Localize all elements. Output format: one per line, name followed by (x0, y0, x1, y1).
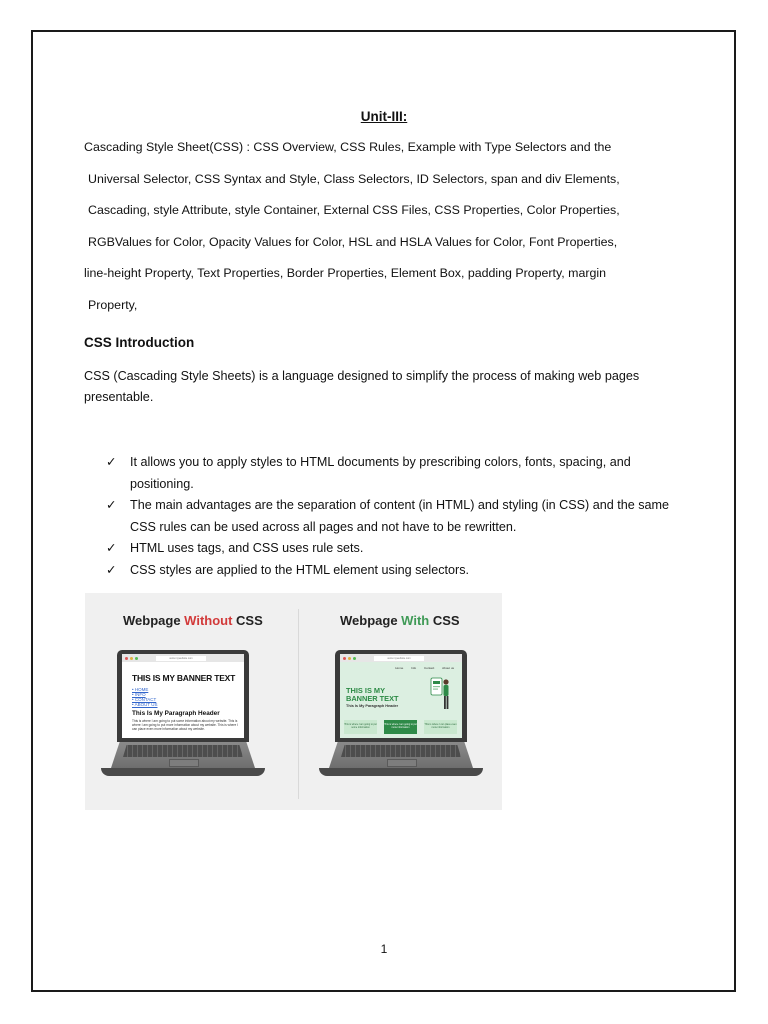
url-bar: www.mywebsite.com (374, 656, 424, 661)
plain-paragraph-text: This is where I am going to put some information about my website. This is where I am going to put more information about my website. This is where I can place even more information about my website. (132, 719, 239, 731)
styled-card: This is where I am going to put some information (344, 720, 377, 734)
bullet-text: The main advantages are the separation of content (in HTML) and styling (in CSS) and the same CSS rules can be used across all pages and not have to be rewritten. (130, 498, 670, 534)
bullet-text: CSS styles are applied to the HTML element using selectors. (130, 562, 470, 577)
plain-link: • ABOUT US (132, 702, 158, 707)
plain-link: • INFO (132, 692, 146, 697)
syllabus-line: Cascading, style Attribute, style Container, External CSS Files, CSS Properties, Color Properties, (88, 203, 620, 218)
list-item (106, 538, 686, 560)
syllabus-paragraph (84, 140, 684, 330)
laptop-with-css (317, 650, 485, 792)
bullet-text: HTML uses tags, and CSS uses rule sets. (130, 541, 364, 556)
url-bar: www.mywebsite.com (156, 656, 206, 661)
figure-divider (298, 609, 299, 799)
keyboard-icon (341, 745, 461, 757)
css-comparison-figure (85, 593, 502, 810)
plain-banner-text: THIS IS MY BANNER TEXT (132, 673, 236, 683)
syllabus-line: RGBValues for Color, Opacity Values for Color, HSL and HSLA Values for Color, Font Properties, (88, 234, 618, 249)
laptop-base (319, 742, 483, 782)
syllabus-line: line-height Property, Text Properties, Border Properties, Element Box, padding Property, margin (84, 266, 607, 281)
checkmark-icon: ✓ (106, 541, 117, 556)
styled-nav-item: Info (411, 666, 417, 670)
bullet-text: It allows you to apply styles to HTML documents by prescribing colors, fonts, spacing, and positioning. (130, 455, 631, 491)
laptop-base (101, 742, 265, 782)
laptop-screen-plain (122, 654, 244, 738)
intro-paragraph: CSS (Cascading Style Sheets) is a language designed to simplify the process of making web pages presentable. (84, 369, 640, 404)
styled-card: This is where I am going to put more information (384, 720, 417, 734)
plain-link: • CONTACT (132, 697, 157, 702)
browser-bar (122, 654, 244, 662)
figure-title-with-css: Webpage With CSS (340, 613, 460, 628)
bullet-list (106, 452, 686, 582)
page-number: 1 (380, 942, 388, 956)
list-item (106, 560, 686, 582)
checkmark-icon: ✓ (106, 498, 117, 513)
section-heading: CSS Introduction (84, 335, 195, 350)
syllabus-line: Universal Selector, CSS Syntax and Style, Class Selectors, ID Selectors, span and div Elements, (88, 171, 620, 186)
person-illustration-icon (430, 676, 452, 712)
styled-nav-item: Home (395, 666, 404, 670)
unit-title: Unit-III: (360, 109, 408, 124)
list-item (106, 452, 686, 495)
plain-paragraph-header: This Is My Paragraph Header (132, 710, 220, 717)
plain-link: • HOME (132, 687, 149, 692)
browser-bar (340, 654, 462, 662)
figure-title-without-css: Webpage Without CSS (123, 613, 263, 628)
checkmark-icon: ✓ (106, 562, 117, 577)
laptop-screen-styled (340, 654, 462, 738)
list-item (106, 495, 686, 538)
styled-nav-item: Contact (423, 666, 435, 670)
styled-nav (388, 666, 454, 670)
syllabus-line: Cascading Style Sheet(CSS) : CSS Overview, CSS Rules, Example with Type Selectors and the (84, 140, 612, 154)
styled-banner-text: THIS IS MY BANNER TEXT (346, 686, 399, 703)
syllabus-line: Property, (88, 297, 138, 312)
laptop-without-css (99, 650, 267, 792)
keyboard-icon (123, 745, 243, 757)
styled-nav-item: About us (442, 666, 454, 670)
styled-paragraph-header: This Is My Paragraph Header (346, 704, 399, 708)
styled-card: This is where I can place even more information (424, 720, 457, 734)
plain-link-list (132, 687, 158, 707)
checkmark-icon: ✓ (106, 455, 117, 469)
